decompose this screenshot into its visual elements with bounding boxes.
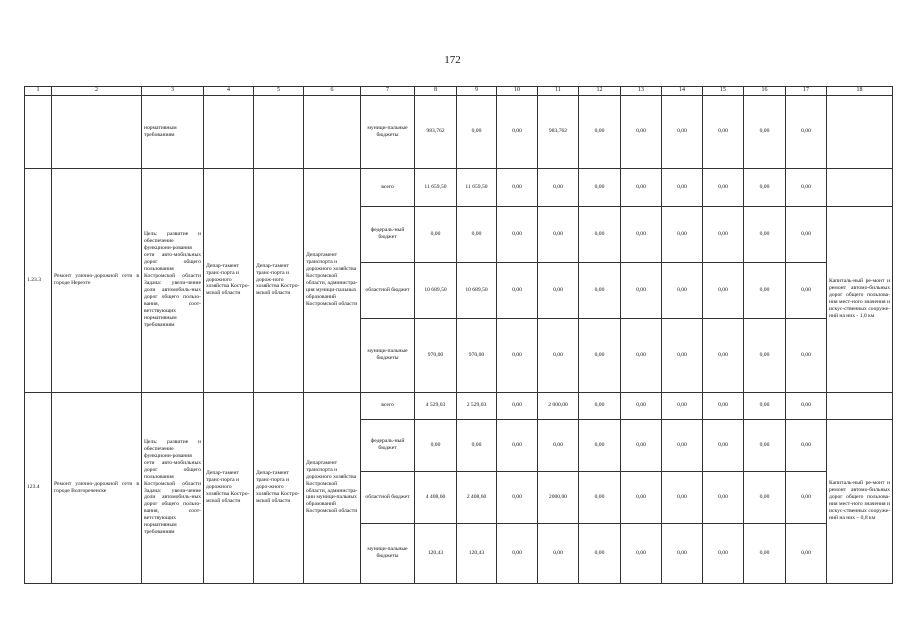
value-col-12: 0,00 (579, 95, 621, 168)
value-col-10: 0,00 (497, 168, 538, 206)
value-col-17: 0,00 (786, 523, 827, 583)
value-col-14: 0,00 (662, 262, 703, 318)
table-body (25, 87, 893, 584)
row-executor: Депар-тамент транс-порта и дорожного хозяйства Костро-мской области (204, 392, 254, 583)
cell-id (25, 95, 52, 168)
column-header-6: 6 (304, 87, 361, 96)
row-id: 123.4 (25, 392, 52, 583)
value-col-14: 0,00 (662, 95, 703, 168)
row-participants: Департамент транспорта и дорожного хозяйства Костромской области, администра-ции муници-пальных образований Костромской области (304, 392, 361, 583)
value-col-9: 970,00 (457, 318, 497, 392)
funding-source: муници-пальные бюджеты (361, 318, 415, 392)
value-col-17: 0,00 (786, 318, 827, 392)
row-id: 1.23.3 (25, 168, 52, 392)
row-result (827, 392, 893, 419)
column-header-15: 15 (703, 87, 744, 96)
value-col-12: 0,00 (579, 419, 621, 471)
funding-source: областной бюджет (361, 471, 415, 523)
value-col-16: 0,00 (744, 318, 786, 392)
value-col-9: 11 659,50 (457, 168, 497, 206)
value-col-8: 120,43 (415, 523, 457, 583)
value-col-17: 0,00 (786, 419, 827, 471)
value-col-17: 0,00 (786, 471, 827, 523)
value-col-16: 0,00 (744, 168, 786, 206)
value-col-17: 0,00 (786, 206, 827, 262)
value-col-15: 0,00 (703, 419, 744, 471)
column-header-13: 13 (621, 87, 662, 96)
value-col-15: 0,00 (703, 318, 744, 392)
value-col-11: 983,762 (538, 95, 579, 168)
value-col-11: 0,00 (538, 419, 579, 471)
column-header-2: 2 (52, 87, 142, 96)
row-result: Капиталь-ный ре-монт и ремонт автомо-бильных дорог общего пользова-ния мест-ного значения и искус-ственных сооруже-ний на них – 0,8 км (827, 419, 893, 583)
value-col-16: 0,00 (744, 95, 786, 168)
funding-source: всего (361, 168, 415, 206)
value-col-17: 0,00 (786, 262, 827, 318)
value-col-8: 983,762 (415, 95, 457, 168)
value-col-17: 0,00 (786, 392, 827, 419)
value-col-16: 0,00 (744, 419, 786, 471)
value-col-10: 0,00 (497, 471, 538, 523)
column-header-14: 14 (662, 87, 703, 96)
column-header-7: 7 (361, 87, 415, 96)
value-col-13: 0,00 (621, 419, 662, 471)
row-coexecutor: Депар-тамент транс-порта и дорож-ного хозяйства Костро-мской области (254, 168, 304, 392)
value-col-10: 0,00 (497, 318, 538, 392)
column-header-11: 11 (538, 87, 579, 96)
row-participants: Департамент транспорта и дорожного хозяйства Костромской области, администра-ция муници-пальных образований Костромской области (304, 168, 361, 392)
column-header-16: 16 (744, 87, 786, 96)
value-col-14: 0,00 (662, 471, 703, 523)
value-col-10: 0,00 (497, 419, 538, 471)
value-col-14: 0,00 (662, 523, 703, 583)
table-row (25, 392, 893, 419)
column-header-18: 18 (827, 87, 893, 96)
value-col-12: 0,00 (579, 206, 621, 262)
value-col-8: 0,00 (415, 206, 457, 262)
value-col-17: 0,00 (786, 95, 827, 168)
value-col-8: 0,00 (415, 419, 457, 471)
cell-result (827, 95, 893, 168)
column-header-row (25, 87, 893, 96)
value-col-9: 2 529,03 (457, 392, 497, 419)
value-col-13: 0,00 (621, 523, 662, 583)
value-col-13: 0,00 (621, 168, 662, 206)
value-col-15: 0,00 (703, 262, 744, 318)
value-col-16: 0,00 (744, 523, 786, 583)
value-col-11: 2000,00 (538, 471, 579, 523)
cell-col4 (204, 95, 254, 168)
funding-source: областной бюджет (361, 262, 415, 318)
value-col-16: 0,00 (744, 392, 786, 419)
value-col-8: 970,00 (415, 318, 457, 392)
value-col-12: 0,00 (579, 168, 621, 206)
value-col-15: 0,00 (703, 168, 744, 206)
value-col-9: 120,43 (457, 523, 497, 583)
value-col-8: 10 689,50 (415, 262, 457, 318)
value-col-9: 0,00 (457, 95, 497, 168)
value-col-10: 0,00 (497, 262, 538, 318)
column-header-1: 1 (25, 87, 52, 96)
value-col-10: 0,00 (497, 392, 538, 419)
value-col-12: 0,00 (579, 471, 621, 523)
value-col-16: 0,00 (744, 471, 786, 523)
column-header-12: 12 (579, 87, 621, 96)
row-goal: Цель: развитие и обеспечение функциони-рования сети авто-мобильных дорог общего пользования Костромской области Задача: увели-чение доли автомобиль-ных дорог общего пользо-вания, соот-ветствующих нормативным требованиям (142, 392, 204, 583)
value-col-13: 0,00 (621, 262, 662, 318)
row-name: Ремонт улично-дорожной сети в городе Нерехте (52, 168, 142, 392)
column-header-5: 5 (254, 87, 304, 96)
value-col-9: 0,00 (457, 206, 497, 262)
value-col-11: 0,00 (538, 262, 579, 318)
value-col-13: 0,00 (621, 392, 662, 419)
value-col-17: 0,00 (786, 168, 827, 206)
value-col-8: 4 408,60 (415, 471, 457, 523)
column-header-10: 10 (497, 87, 538, 96)
value-col-9: 10 689,50 (457, 262, 497, 318)
value-col-13: 0,00 (621, 471, 662, 523)
row-name: Ремонт улично-дорожной сети в городе Волгореченске (52, 392, 142, 583)
value-col-15: 0,00 (703, 523, 744, 583)
value-col-12: 0,00 (579, 262, 621, 318)
row-result (827, 168, 893, 206)
column-header-17: 17 (786, 87, 827, 96)
value-col-9: 0,00 (457, 419, 497, 471)
value-col-13: 0,00 (621, 318, 662, 392)
cell-name (52, 95, 142, 168)
value-col-12: 0,00 (579, 318, 621, 392)
value-col-15: 0,00 (703, 392, 744, 419)
cell-goal: нормативным требованиям (142, 95, 204, 168)
value-col-15: 0,00 (703, 95, 744, 168)
value-col-11: 2 000,00 (538, 392, 579, 419)
row-coexecutor: Депар-тамент транс-порта и доро-жного хозяйства Костро-мской области (254, 392, 304, 583)
value-col-11: 0,00 (538, 318, 579, 392)
funding-source: федераль-ный бюджет (361, 419, 415, 471)
funding-source: муници-пальные бюджеты (361, 95, 415, 168)
value-col-10: 0,00 (497, 206, 538, 262)
row-result: Капиталь-ный ре-монт и ремонт автомо-бильных дорог общего пользова-ния мест-ного значения и искус-ственных сооруже-ний на них - 1,0 км (827, 206, 893, 392)
value-col-11: 0,00 (538, 523, 579, 583)
cell-col6 (304, 95, 361, 168)
table-row (25, 95, 893, 168)
table-row (25, 168, 893, 206)
column-header-8: 8 (415, 87, 457, 96)
value-col-8: 4 529,03 (415, 392, 457, 419)
funding-source: всего (361, 392, 415, 419)
row-executor: Депар-тамент транс-порта и дорожного хозяйства Костро-мской области (204, 168, 254, 392)
funding-source: федераль-ный бюджет (361, 206, 415, 262)
value-col-9: 2 408,60 (457, 471, 497, 523)
value-col-14: 0,00 (662, 392, 703, 419)
value-col-14: 0,00 (662, 419, 703, 471)
row-goal: Цель: развитие и обеспечение функциони-рования сети авто-мобильных дорог общего пользования Костромской области Задача: увели-чение доли автомобиль-ных дорог общего пользо-вания, соот-ветствующих нормативным требованиям (142, 168, 204, 392)
value-col-14: 0,00 (662, 168, 703, 206)
value-col-14: 0,00 (662, 206, 703, 262)
value-col-14: 0,00 (662, 318, 703, 392)
value-col-11: 0,00 (538, 206, 579, 262)
value-col-16: 0,00 (744, 206, 786, 262)
value-col-15: 0,00 (703, 471, 744, 523)
cell-col5 (254, 95, 304, 168)
value-col-13: 0,00 (621, 206, 662, 262)
value-col-13: 0,00 (621, 95, 662, 168)
column-header-9: 9 (457, 87, 497, 96)
budget-table (24, 86, 893, 584)
column-header-4: 4 (204, 87, 254, 96)
value-col-10: 0,00 (497, 523, 538, 583)
column-header-3: 3 (142, 87, 204, 96)
page-number: 172 (444, 54, 461, 66)
value-col-10: 0,00 (497, 95, 538, 168)
funding-source: муници-пальные бюджеты (361, 523, 415, 583)
value-col-12: 0,00 (579, 392, 621, 419)
value-col-15: 0,00 (703, 206, 744, 262)
value-col-12: 0,00 (579, 523, 621, 583)
value-col-11: 0,00 (538, 168, 579, 206)
value-col-16: 0,00 (744, 262, 786, 318)
value-col-8: 11 659,50 (415, 168, 457, 206)
